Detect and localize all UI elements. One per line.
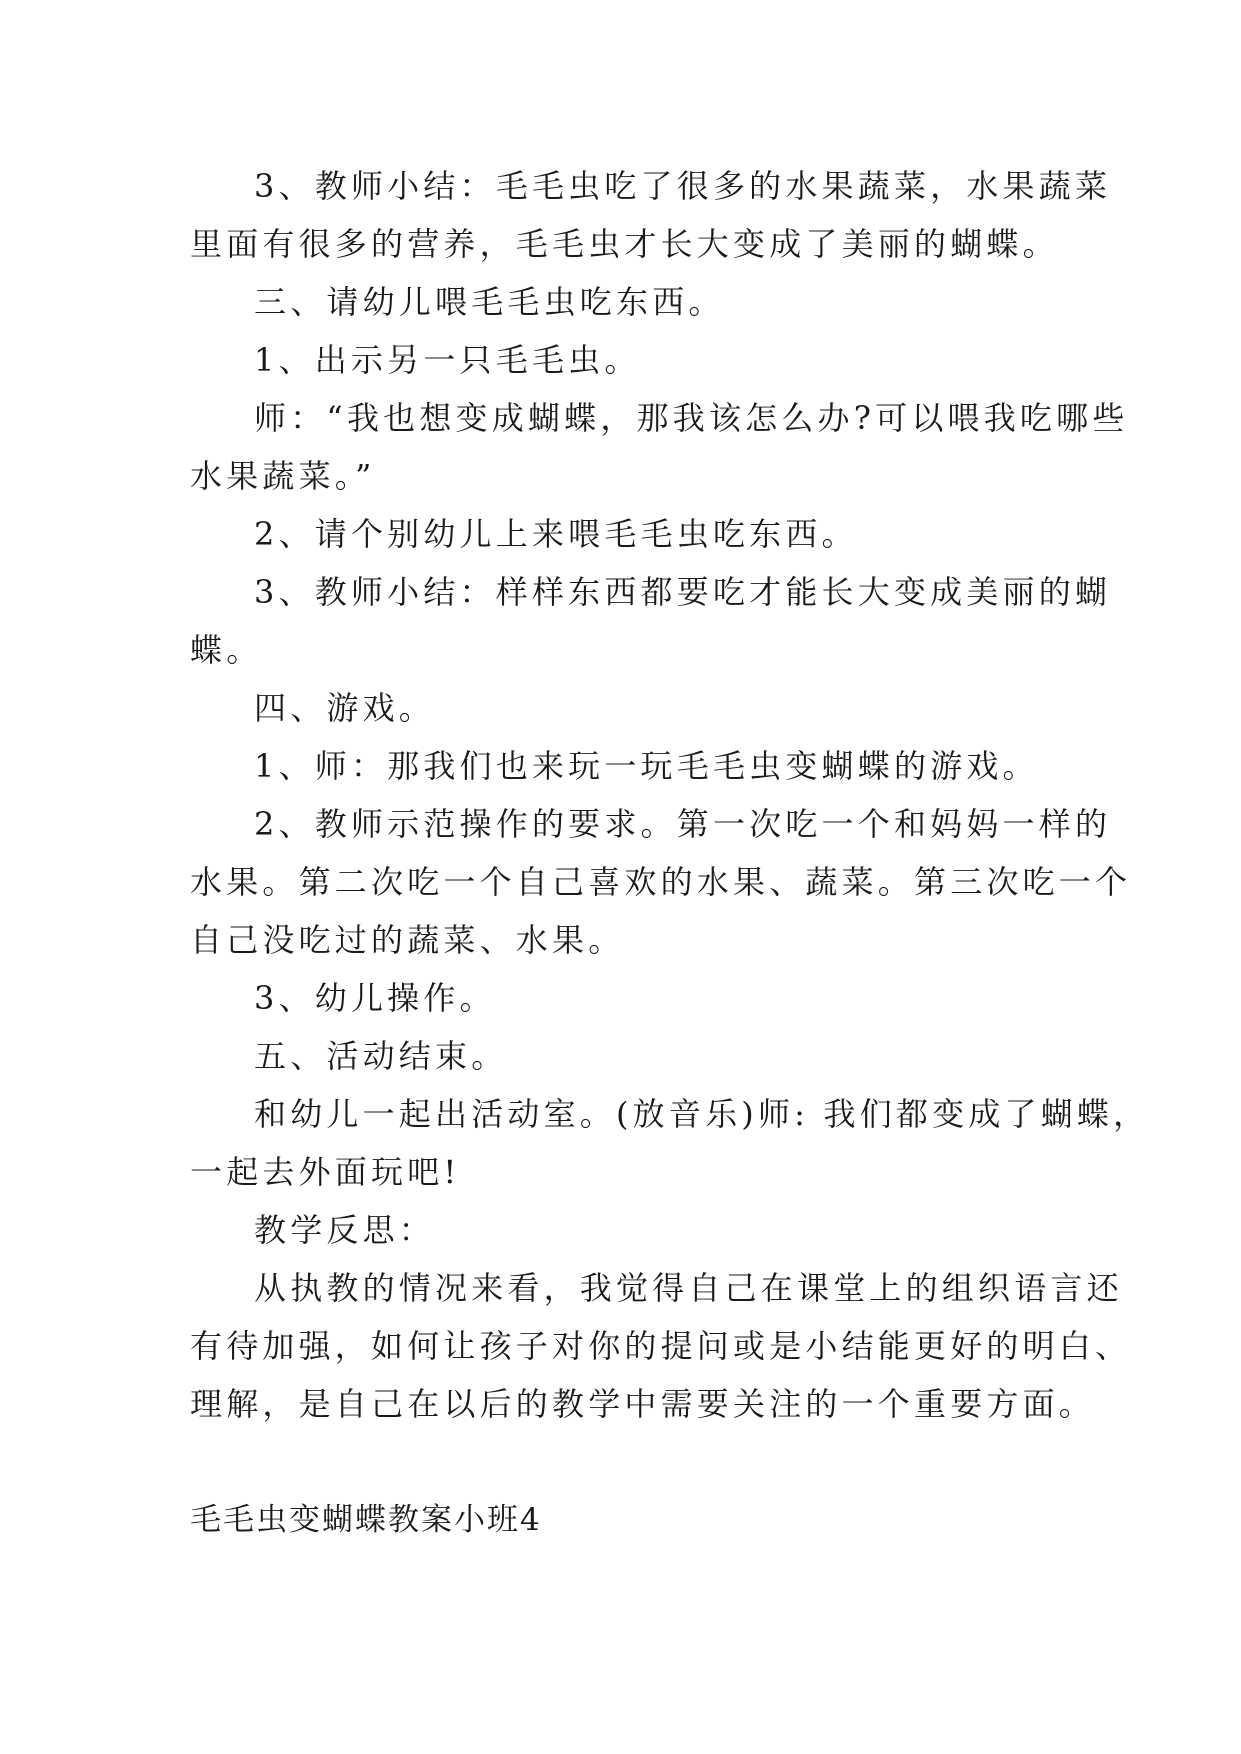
paragraph-line: 里面有很多的营养，毛毛虫才长大变成了美丽的蝴蝶。: [190, 225, 1059, 263]
paragraph-line: 理解，是自己在以后的教学中需要关注的一个重要方面。: [190, 1385, 1096, 1423]
section-heading: 四、游戏。: [254, 689, 436, 727]
paragraph-line: 3、幼儿操作。: [254, 979, 496, 1017]
paragraph-line: 1、出示另一只毛毛虫。: [254, 341, 641, 379]
section-heading: 五、活动结束。: [254, 1037, 508, 1075]
paragraph-line: 3、教师小结：毛毛虫吃了很多的水果蔬菜，水果蔬菜: [254, 167, 1112, 205]
paragraph-line: 水果蔬菜。”: [190, 457, 376, 495]
paragraph-line: 从执教的情况来看，我觉得自己在课堂上的组织语言还: [254, 1269, 1123, 1307]
paragraph-line: 有待加强，如何让孩子对你的提问或是小结能更好的明白、: [190, 1327, 1132, 1365]
paragraph-line: 2、请个别幼儿上来喂毛毛虫吃东西。: [254, 515, 858, 553]
paragraph-line: 一起去外面玩吧!: [190, 1153, 461, 1191]
section-heading: 教学反思：: [254, 1211, 436, 1249]
paragraph-line: 1、师：那我们也来玩一玩毛毛虫变蝴蝶的游戏。: [254, 747, 1039, 785]
paragraph-line: 3、教师小结：样样东西都要吃才能长大变成美丽的蝴: [254, 573, 1112, 611]
paragraph-line: 师：“我也想变成蝴蝶，那我该怎么办?可以喂我吃哪些: [254, 399, 1129, 437]
section-heading: 三、请幼儿喂毛毛虫吃东西。: [254, 283, 725, 321]
paragraph-line: 和幼儿一起出活动室。(放音乐)师: 我们都变成了蝴蝶，: [254, 1095, 1150, 1133]
paragraph-line: 2、教师示范操作的要求。第一次吃一个和妈妈一样的: [254, 805, 1112, 843]
paragraph-line: 水果。第二次吃一个自己喜欢的水果、蔬菜。第三次吃一个: [190, 863, 1132, 901]
next-section-title: 毛毛虫变蝴蝶教案小班4: [190, 1502, 542, 1538]
paragraph-line: 蝶。: [190, 631, 263, 669]
paragraph-line: 自己没吃过的蔬菜、水果。: [190, 921, 625, 959]
